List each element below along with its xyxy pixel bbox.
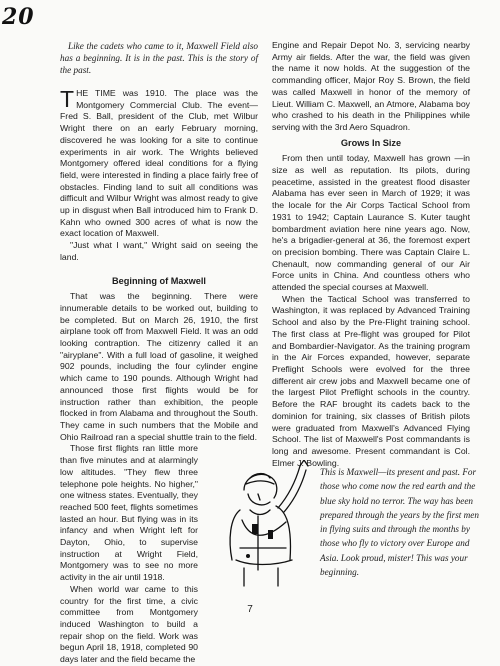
paragraph: Engine and Repair Depot No. 3, servicing nearby Army air fields. After the war, the field was given the name it now holds. At the suggestion of the commanding officer, Major Roy S. Brown, the field was called Maxwell in honor of the memory of Lieut. William C. Maxwell, an Atmore, Alabama boy who crashed to his death in the Philippines while serving with the 3rd Aero Squadron. xyxy=(272,40,470,132)
section-heading: Grows In Size xyxy=(340,137,402,148)
right-column xyxy=(272,40,470,469)
paragraph: When the Tactical School was transferred to Washington, it was replaced by Advanced Training School and also by the Pre-Flight training school. The first class at Pre-flight was grouped for Pilot and Bombardier-Navigator. As the training program in the Air Forces expanded, however, separate Preflight Schools were evolved for the three different air crew jobs and Maxwell became one of the largest Pilot Preflight schools in the country. Before the RAF brought its cadets back to the dominion for training, six classes of British pilots were graduated from Maxwell's Advanced Flying School. The list of Maxwell's Post commandants is long and awesome. Present commandant is Col. Elmer J. Bowling. xyxy=(272,293,470,468)
opening-paragraph xyxy=(60,88,258,240)
page-number: 7 xyxy=(247,604,253,615)
illustration-caption xyxy=(320,465,480,579)
paragraph: Those first flights ran little more than five minutes and at alarmingly low altitudes. "They flew three telephone pole heights. No higher," one witness states. Eventually, they reached 500 feet, flights sometimes lasted an hour. But flying was in its infancy and when Wright left for Dayton, Ohio, to supervise instruction at Wright Field, Montgomery was to see no more activity in the air until 1918. xyxy=(60,443,198,583)
paragraph: That was the beginning. There were innumerable details to be worked out, building to be completed. But on March 26, 1910, the first airplane took off from Maxwell Field. It was an odd looking contraption. The citizenry called it an "airyplane". With a full load of gasoline, it weighed 902 pounds, including the four cylinder engine which came to 190 pounds. Although Wright had announced those first flights would be for instruction rather than exhibition, the people flocked in from Alabama and throughout the South. They came in such numbers that the Mobile and Ohio Railroad ran a special shuttle train to the field. xyxy=(60,291,258,442)
cadet-illustration xyxy=(200,460,320,590)
paragraph: "Just what I want," Wright said on seeing the land. xyxy=(60,240,258,262)
paragraph: From then until today, Maxwell has grown —in size as well as reputation. Its pilots, during peacetime, assisted in the greatest flood disaster Alabama has ever seen in March of 1929; it was the locale for the Air Corps Tactical School from 1931 to 1942; Captain Laurance S. Kuter taught bombardment aviation here nine years ago. Now, he's a brigadier-general at 36, the foremost expert on precision bombing. There was Captain Claire L. Chenault, now commanding general of our Air Force units in China. And countless others who attended the special courses at Maxwell. xyxy=(272,153,470,293)
section-heading: Beginning of Maxwell xyxy=(112,275,206,286)
drop-cap: T xyxy=(60,86,75,112)
opening-text: HE TIME was 1910. The place was the Montgomery Commercial Club. The event—Fred S. Ball, president of the Club, met Wilbur Wright there on an early February morning, discovered he was looking for a site to continue experiments in air work. The Wrights believed Montgomery offered ideal conditions for a flying field, were interested in finding a place fairly free of obstacles. Finding land to suit all conditions was difficult and Wilbur Wright was almost ready to give up in disgust when Ball introduced him to Frank D. Kahn who owned 300 acres of what is now the exact location of Maxwell. xyxy=(60,88,258,239)
paragraph: When world war came to this country for the first time, a civic committee from Montgomery induced Washington to build a repair shop on the field. Work was begun April 18, 1918, completed 90 days later and the field became the xyxy=(60,583,198,665)
handwritten-page-number: 20 xyxy=(2,4,35,30)
caption-text: This is Maxwell—its present and past. For those who come now the red earth and the blue sky hold no terror. The way has been prepared through the years by the first men in flying suits and through the months by those who fly to victory over Europe and Asia. Look proud, mister! This was your beginning. xyxy=(320,467,479,578)
intro-text: Like the cadets who came to it, Maxwell Field also has a beginning. It is in the past. This is the story of the past. xyxy=(60,41,258,75)
